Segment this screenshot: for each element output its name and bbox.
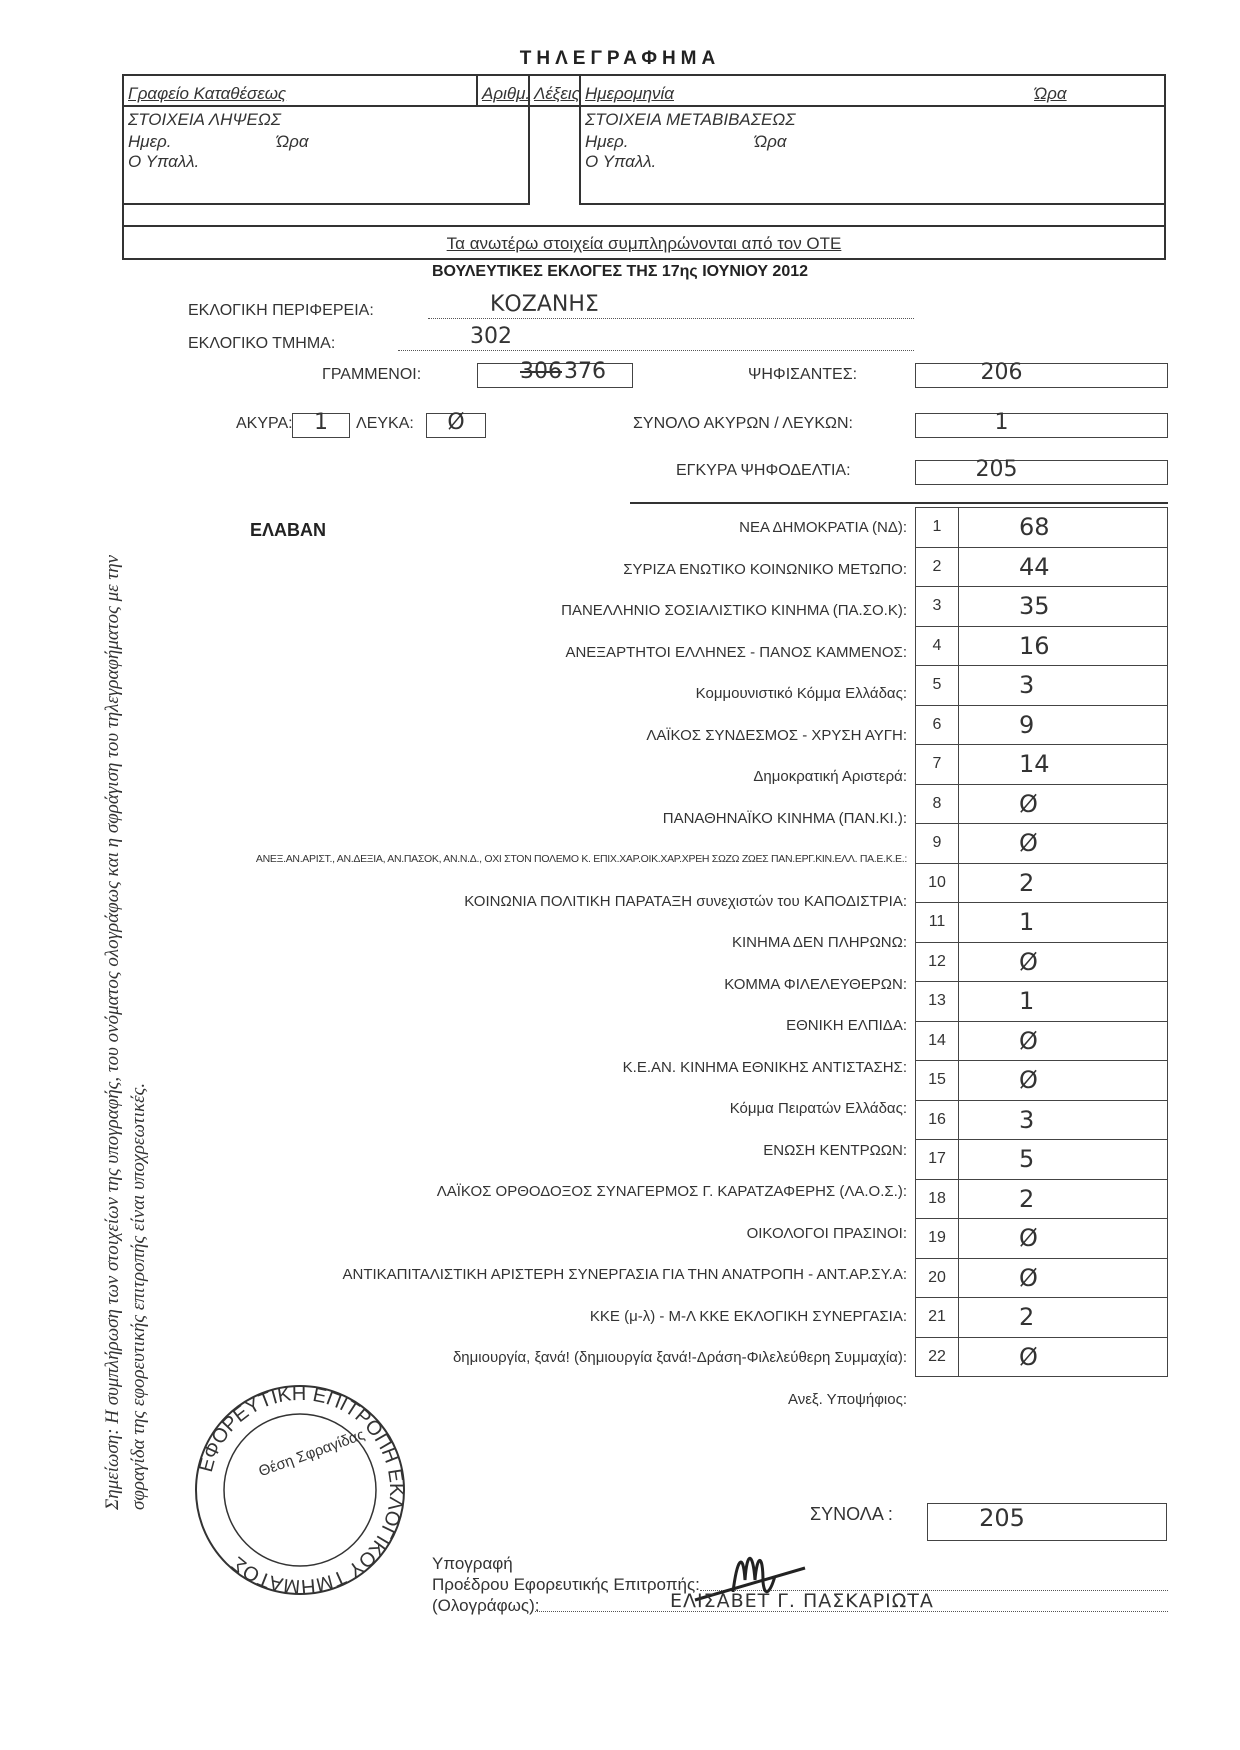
party-name: Κ.Ε.ΑΝ. ΚΙΝΗΜΑ ΕΘΝΙΚΗΣ ΑΝΤΙΣΤΑΣΗΣ: — [622, 1058, 907, 1076]
party-votes[interactable]: 14 — [959, 745, 1168, 785]
party-name: ΚΟΙΝΩΝΙΑ ΠΟΛΙΤΙΚΗ ΠΑΡΑΤΑΞΗ συνεχιστών του ΚΑΠΟΔΙΣΤΡΙΑ: — [464, 892, 907, 910]
party-number: 20 — [916, 1258, 959, 1298]
party-number: 18 — [916, 1179, 959, 1219]
registered-value: 376 — [564, 359, 606, 384]
transmission-date-label: Ημερ. — [585, 132, 629, 151]
party-name: ΕΘΝΙΚΗ ΕΛΠΙΔΑ: — [786, 1017, 907, 1034]
party-votes[interactable]: 3 — [959, 1100, 1168, 1140]
table-row — [916, 1140, 1168, 1180]
party-votes[interactable]: Ø — [959, 942, 1168, 982]
table-row — [916, 1298, 1168, 1338]
party-name: Κομμουνιστικό Κόμμα Ελλάδας: — [695, 685, 907, 702]
party-number: 10 — [916, 863, 959, 903]
totals-value: 205 — [979, 1504, 1025, 1532]
party-votes[interactable]: 9 — [959, 705, 1168, 745]
party-name: ΣΥΡΙΖΑ ΕΝΩΤΙΚΟ ΚΟΙΝΩΝΙΚΟ ΜΕΤΩΠΟ: — [623, 560, 907, 578]
party-number: 17 — [916, 1140, 959, 1180]
party-name: ΝΕΑ ΔΗΜΟΚΡΑΤΙΑ (ΝΔ): — [739, 519, 907, 536]
table-row — [916, 824, 1168, 864]
voted-box[interactable] — [915, 360, 1168, 388]
party-votes[interactable]: Ø — [959, 1258, 1168, 1298]
table-row — [916, 1021, 1168, 1061]
party-number: 4 — [916, 626, 959, 666]
received-heading: ΕΛΑΒΑΝ — [250, 520, 327, 540]
party-number: 14 — [916, 1021, 959, 1061]
party-number: 12 — [916, 942, 959, 982]
invalid-blank-total-label: ΣΥΝΟΛΟ ΑΚΥΡΩΝ / ΛΕΥΚΩΝ: — [633, 415, 853, 432]
words-label: Λέξεις — [534, 84, 580, 103]
invalid-blank-total-value: 1 — [994, 410, 1009, 435]
party-votes[interactable]: Ø — [959, 824, 1168, 864]
table-row — [916, 863, 1168, 903]
table-row — [916, 626, 1168, 666]
registered-box[interactable] — [477, 359, 633, 388]
blank-value: Ø — [447, 410, 465, 435]
table-row — [916, 705, 1168, 745]
party-name: ΑΝΕΞΑΡΤΗΤΟΙ ΕΛΛΗΝΕΣ - ΠΑΝΟΣ ΚΑΜΜΕΝΟΣ: — [565, 643, 907, 661]
party-name: ΠΑΝΕΛΛΗΝΙΟ ΣΟΣΙΑΛΙΣΤΙΚΟ ΚΙΝΗΜΑ (ΠΑ.ΣΟ.Κ): — [561, 602, 907, 619]
party-name: ΑΝΕΞ.ΑΝ.ΑΡΙΣΤ., ΑΝ.ΔΕΞΙΑ, ΑΝ.ΠΑΣΟΚ, ΑΝ.Ν.Δ., ΟΧΙ ΣΤΟΝ ΠΟΛΕΜΟ Κ. ΕΠΙΧ.ΧΑΡ.ΟΙΚ.ΧΑΡ.ΧΡΕΗ ΣΩΖΩ ΖΩΕΣ ΠΑΝ.ΕΡΓ.ΚΙΝ.ΕΛΛ. ΠΑ.Ε.Κ.Ε.: — [255, 853, 907, 865]
party-votes-table — [915, 507, 1168, 1377]
blank-label: ΛΕΥΚΑ: — [356, 415, 414, 432]
receipt-time-label: Ώρα — [276, 132, 309, 151]
party-number: 15 — [916, 1061, 959, 1101]
totals-label: ΣΥΝΟΛΑ : — [810, 1504, 893, 1524]
party-number: 22 — [916, 1337, 959, 1377]
section-field-line — [398, 350, 914, 351]
party-votes[interactable]: Ø — [959, 1061, 1168, 1101]
party-number: 21 — [916, 1298, 959, 1338]
invalid-label: ΑΚΥΡΑ: — [236, 415, 293, 432]
fullname-value[interactable]: ΕΛΙΣΑΒΕΤ Γ. ΠΑΣΚΑΡΙΩΤΑ — [670, 1590, 934, 1612]
party-number: 8 — [916, 784, 959, 824]
party-name: ΚΙΝΗΜΑ ΔΕΝ ΠΛΗΡΩΝΩ: — [732, 934, 907, 951]
party-votes[interactable]: Ø — [959, 1219, 1168, 1259]
table-row — [916, 942, 1168, 982]
party-name: ΚΚΕ (μ-λ) - Μ-Λ ΚΚΕ ΕΚΛΟΓΙΚΗ ΣΥΝΕΡΓΑΣΙΑ: — [589, 1307, 907, 1325]
transmission-title: ΣΤΟΙΧΕΙΑ ΜΕΤΑΒΙΒΑΣΕΩΣ — [585, 110, 796, 129]
invalid-value: 1 — [314, 410, 328, 435]
time-label: Ώρα — [1034, 84, 1067, 103]
registered-label: ΓΡΑΜΜΕΝΟΙ: — [322, 366, 422, 383]
voted-value: 206 — [980, 360, 1023, 385]
table-row — [916, 1179, 1168, 1219]
party-votes[interactable]: 44 — [959, 547, 1168, 587]
invalid-blank-total-box[interactable] — [915, 410, 1168, 438]
table-row — [916, 666, 1168, 706]
party-name: ΛΑΪΚΟΣ ΣΥΝΔΕΣΜΟΣ - ΧΡΥΣΗ ΑΥΓΗ: — [646, 726, 907, 744]
party-number: 2 — [916, 547, 959, 587]
ote-block-bottom — [579, 203, 1164, 205]
party-name: ΑΝΤΙΚΑΠΙΤΑΛΙΣΤΙΚΗ ΑΡΙΣΤΕΡΗ ΣΥΝΕΡΓΑΣΙΑ ΓΙΑ ΤΗΝ ΑΝΑΤΡΟΠΗ - ΑΝΤ.ΑΡ.ΣΥ.Α: — [342, 1266, 907, 1283]
table-row — [916, 587, 1168, 627]
receipt-clerk-label: Ο Υπαλλ. — [128, 152, 200, 171]
table-row — [916, 1258, 1168, 1298]
party-name: ΛΑΪΚΟΣ ΟΡΘΟΔΟΞΟΣ ΣΥΝΑΓΕΡΜΟΣ Γ. ΚΑΡΑΤΖΑΦΕΡΗΣ (ΛΑ.Ο.Σ.): — [436, 1183, 907, 1200]
registered-struck-value: 306 — [520, 359, 562, 384]
party-votes[interactable]: Ø — [959, 1021, 1168, 1061]
party-votes[interactable]: 68 — [959, 508, 1168, 548]
election-heading: ΒΟΥΛΕΥΤΙΚΕΣ ΕΚΛΟΓΕΣ ΤΗΣ 17ης ΙΟΥΝΙΟΥ 2012 — [431, 263, 809, 280]
stamp-outer-text: ΕΦΟΡΕΥΤΙΚΗ ΕΠΙΤΡΟΠΗ ΕΚΛΟΓΙΚΟΥ ΤΜΗΜΑΤΟΣ — [194, 1382, 408, 1595]
party-votes[interactable]: 16 — [959, 626, 1168, 666]
party-name: ΚΟΜΜΑ ΦΙΛΕΛΕΥΘΕΡΩΝ: — [724, 975, 907, 993]
signature-block — [432, 1553, 700, 1616]
ote-header-box — [122, 74, 1166, 260]
party-number: 1 — [916, 508, 959, 548]
party-number: 3 — [916, 587, 959, 627]
party-votes[interactable]: 2 — [959, 1298, 1168, 1338]
date-label: Ημερομηνία — [585, 84, 674, 103]
party-name: ΟΙΚΟΛΟΓΟΙ ΠΡΑΣΙΝΟΙ: — [746, 1224, 907, 1242]
party-number: 13 — [916, 982, 959, 1022]
party-votes[interactable]: 35 — [959, 587, 1168, 627]
party-votes[interactable]: 2 — [959, 863, 1168, 903]
table-row — [916, 784, 1168, 824]
ote-block-bottom — [124, 203, 530, 205]
table-row — [916, 982, 1168, 1022]
signature-label-line1: Υπογραφή — [432, 1554, 513, 1573]
party-votes[interactable]: 1 — [959, 982, 1168, 1022]
party-name: Κόμμα Πειρατών Ελλάδας: — [729, 1100, 907, 1117]
party-name: Ανεξ. Υποψήφιος: — [787, 1390, 907, 1408]
party-number: 11 — [916, 903, 959, 943]
voted-label: ΨΗΦΙΣΑΝΤΕΣ: — [748, 366, 858, 383]
district-field-line — [428, 318, 914, 319]
table-row — [916, 547, 1168, 587]
party-name: δημιουργία, ξανά! (δημιουργία ξανά!-Δράση-Φιλελεύθερη Συμμαχία): — [452, 1349, 907, 1366]
document-title: ΤΗΛΕΓΡΑΦΗΜΑ — [519, 48, 721, 69]
table-row — [916, 745, 1168, 785]
table-row — [916, 903, 1168, 943]
blank-box[interactable] — [426, 410, 486, 438]
district-value[interactable]: ΚΟΖΑΝΗΣ — [490, 292, 599, 317]
table-row — [916, 1337, 1168, 1377]
party-number: 6 — [916, 705, 959, 745]
valid-ballots-label: ΕΓΚΥΡΑ ΨΗΦΟΔΕΛΤΙΑ: — [676, 462, 851, 479]
table-row — [916, 1100, 1168, 1140]
transmission-clerk-label: Ο Υπαλλ. — [585, 152, 657, 171]
committee-stamp — [185, 1375, 415, 1595]
valid-ballots-value: 205 — [975, 457, 1018, 482]
party-votes[interactable]: 1 — [959, 903, 1168, 943]
receipt-date-label: Ημερ. — [128, 132, 172, 151]
totals-box[interactable] — [927, 1503, 1167, 1541]
section-label: ΕΚΛΟΓΙΚΟ ΤΜΗΜΑ: — [188, 335, 336, 352]
party-number: 19 — [916, 1219, 959, 1259]
district-label: ΕΚΛΟΓΙΚΗ ΠΕΡΙΦΕΡΕΙΑ: — [188, 302, 374, 319]
table-row — [916, 1219, 1168, 1259]
party-number: 7 — [916, 745, 959, 785]
ote-note-divider — [124, 225, 1164, 227]
ote-note: Τα ανωτέρω στοιχεία συμπληρώνονται από τον ΟΤΕ — [446, 234, 842, 253]
section-separator — [630, 502, 1168, 504]
table-row — [916, 508, 1168, 548]
party-name: Δημοκρατική Αριστερά: — [753, 768, 907, 785]
party-votes[interactable]: 3 — [959, 666, 1168, 706]
party-number: 9 — [916, 824, 959, 864]
ote-row-divider — [124, 105, 1164, 107]
number-label: Αριθμ. — [482, 84, 531, 103]
party-labels — [180, 507, 907, 1420]
party-votes[interactable]: 5 — [959, 1140, 1168, 1180]
receipt-title: ΣΤΟΙΧΕΙΑ ΛΗΨΕΩΣ — [128, 110, 281, 129]
transmission-time-label: Ώρα — [754, 132, 787, 151]
signature-label-line2: Προέδρου Εφορευτικής Επιτροπής: — [432, 1575, 700, 1594]
party-number: 16 — [916, 1100, 959, 1140]
ote-col-divider — [476, 76, 478, 105]
party-votes[interactable]: Ø — [959, 784, 1168, 824]
table-row — [916, 1061, 1168, 1101]
side-note: Σημείωση: Η συμπλήρωση των στοιχείων της υπογραφής, του ονόματος ολογράφως και η σφράγιση του τηλεγραφήματος με την σφραγίδα της εφορευτικής επιτροπής είναι υποχρεωτικές. — [102, 554, 149, 1510]
invalid-box[interactable] — [292, 410, 350, 438]
party-number: 5 — [916, 666, 959, 706]
stamp-inner-text: Θέση Σφραγίδας — [256, 1426, 367, 1481]
valid-ballots-box[interactable] — [915, 457, 1168, 485]
party-name: ΕΝΩΣΗ ΚΕΝΤΡΩΩΝ: — [763, 1141, 907, 1159]
office-label: Γραφείο Καταθέσεως — [128, 84, 287, 103]
party-name: ΠΑΝΑΘΗΝΑΪΚΟ ΚΙΝΗΜΑ (ΠΑΝ.ΚΙ.): — [662, 809, 907, 827]
signature-label-line3: (Ολογράφως): — [432, 1596, 540, 1615]
party-votes[interactable]: Ø — [959, 1337, 1168, 1377]
party-votes[interactable]: 2 — [959, 1179, 1168, 1219]
section-value[interactable]: 302 — [470, 324, 512, 349]
